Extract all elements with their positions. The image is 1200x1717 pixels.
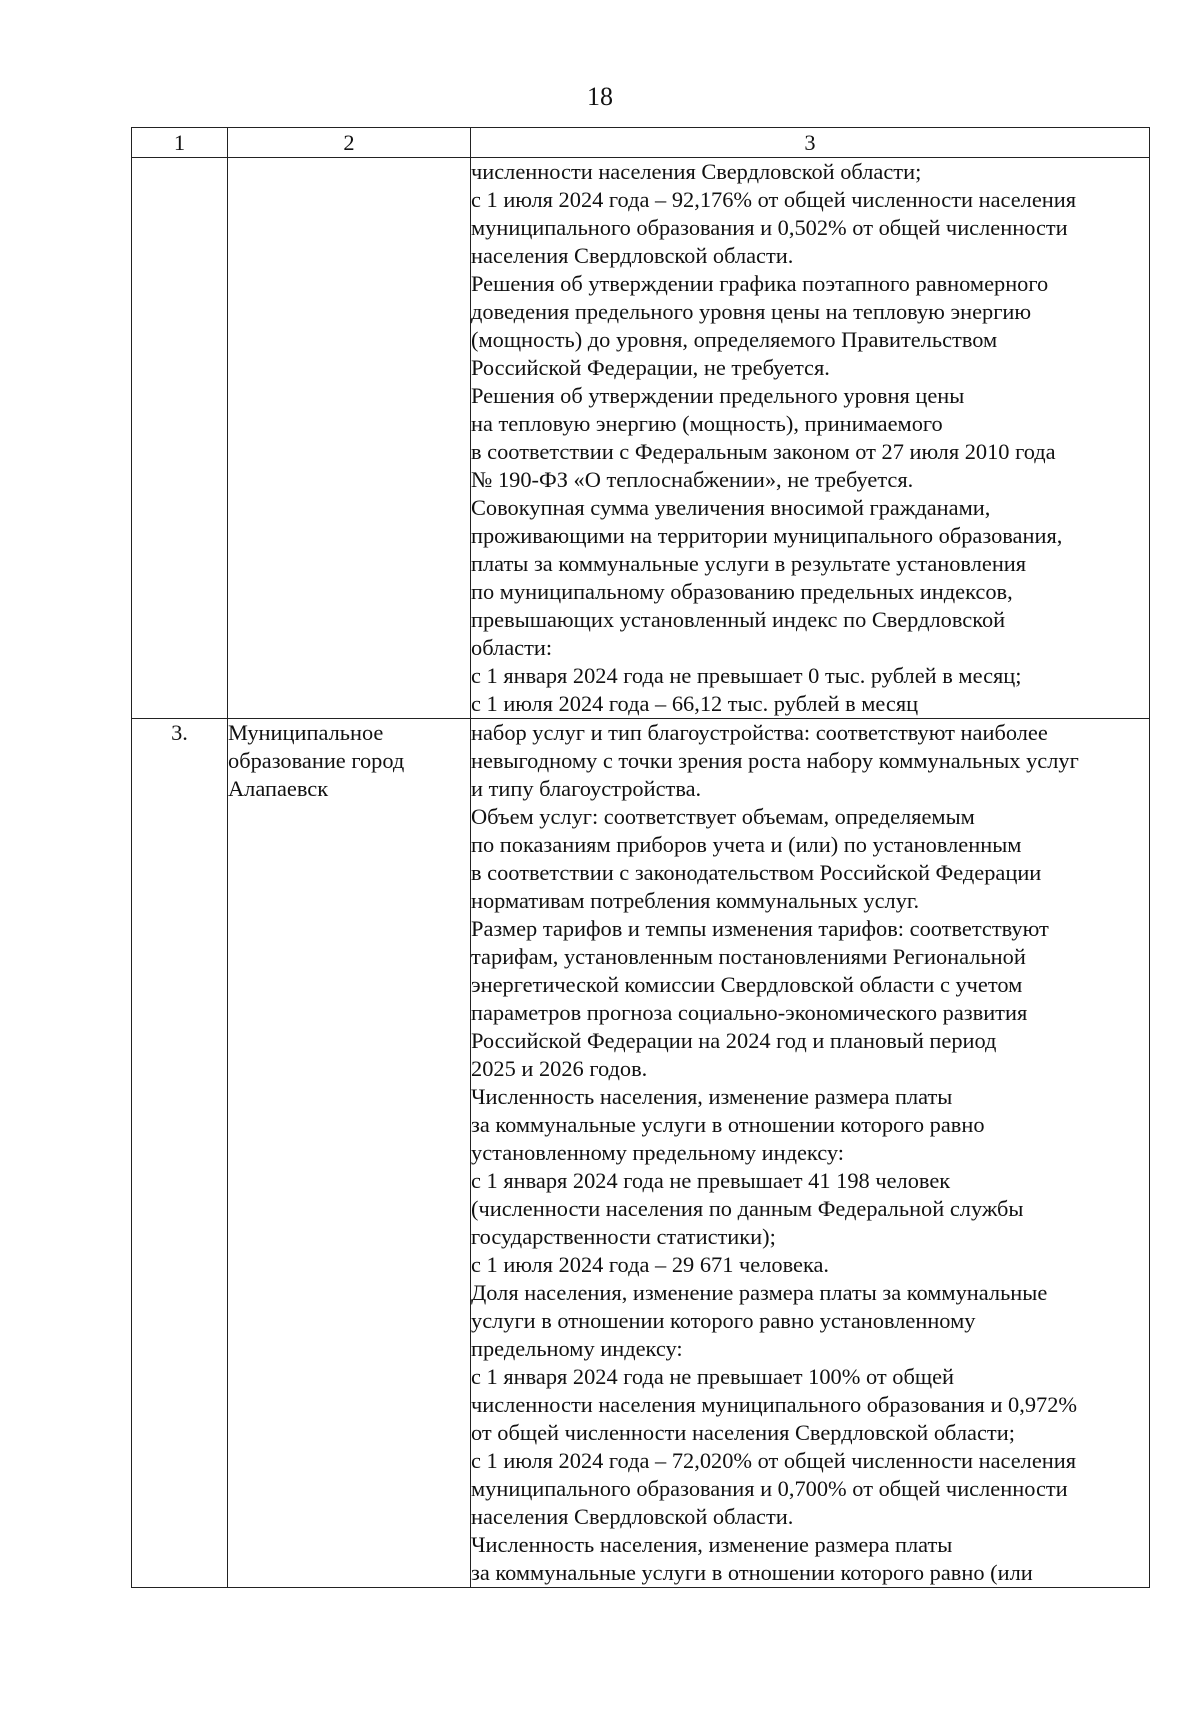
- text-line: Размер тарифов и темпы изменения тарифов: соответствуют: [471, 916, 1049, 941]
- text-line: образование город: [228, 748, 405, 773]
- table-header-row: [132, 128, 1150, 158]
- text-line: (численности населения по данным Федеральной службы: [471, 1196, 1024, 1221]
- text-line: доведения предельного уровня цены на тепловую энергию: [471, 299, 1032, 324]
- text-line: установленному предельному индексу:: [471, 1140, 845, 1165]
- text-line: на тепловую энергию (мощность), принимаемого: [471, 411, 943, 436]
- row-number: 3.: [132, 719, 228, 1588]
- text-line: предельному индексу:: [471, 1336, 683, 1361]
- row-municipality: [228, 719, 471, 1588]
- row-municipality: [228, 158, 471, 719]
- row-number: [132, 158, 228, 719]
- text-line: муниципального образования и 0,700% от общей численности: [471, 1476, 1068, 1501]
- header-col-3: 3: [471, 128, 1150, 158]
- text-line: тарифам, установленным постановлениями Региональной: [471, 944, 1026, 969]
- text-line: области:: [471, 635, 553, 660]
- text-line: набор услуг и тип благоустройства: соответствуют наиболее: [471, 720, 1048, 745]
- text-line: проживающими на территории муниципального образования,: [471, 523, 1063, 548]
- text-line: параметров прогноза социально-экономического развития: [471, 1000, 1028, 1025]
- text-line: муниципального образования и 0,502% от общей численности: [471, 215, 1068, 240]
- text-line: невыгодному с точки зрения роста набору коммунальных услуг: [471, 748, 1079, 773]
- text-line: от общей численности населения Свердловской области;: [471, 1420, 1015, 1445]
- header-col-2: 2: [228, 128, 471, 158]
- text-line: государственности статистики);: [471, 1224, 776, 1249]
- text-line: и типу благоустройства.: [471, 776, 702, 801]
- text-line: населения Свердловской области.: [471, 243, 794, 268]
- header-col-1: 1: [132, 128, 228, 158]
- text-line: с 1 января 2024 года не превышает 0 тыс. рублей в месяц;: [471, 663, 1022, 688]
- text-line: Алапаевск: [228, 776, 329, 801]
- text-line: 2025 и 2026 годов.: [471, 1056, 648, 1081]
- text-line: с 1 июля 2024 года – 92,176% от общей численности населения: [471, 187, 1077, 212]
- text-line: Совокупная сумма увеличения вносимой гражданами,: [471, 495, 991, 520]
- text-line: по муниципальному образованию предельных индексов,: [471, 579, 1013, 604]
- text-line: услуги в отношении которого равно установленному: [471, 1308, 976, 1333]
- text-line: численности населения муниципального образования и 0,972%: [471, 1392, 1078, 1417]
- text-line: в соответствии с законодательством Российской Федерации: [471, 860, 1042, 885]
- text-line: с 1 июля 2024 года – 72,020% от общей численности населения: [471, 1448, 1077, 1473]
- text-line: Российской Федерации, не требуется.: [471, 355, 830, 380]
- text-line: Объем услуг: соответствует объемам, определяемым: [471, 804, 975, 829]
- text-line: Численность населения, изменение размера платы: [471, 1532, 953, 1557]
- text-line: Численность населения, изменение размера платы: [471, 1084, 953, 1109]
- text-line: превышающих установленный индекс по Свердловской: [471, 607, 1006, 632]
- text-line: с 1 июля 2024 года – 29 671 человека.: [471, 1252, 830, 1277]
- text-line: платы за коммунальные услуги в результате установления: [471, 551, 1027, 576]
- text-line: Решения об утверждении предельного уровня цены: [471, 383, 965, 408]
- text-line: нормативам потребления коммунальных услуг.: [471, 888, 920, 913]
- text-line: по показаниям приборов учета и (или) по установленным: [471, 832, 1022, 857]
- page-number: 18: [587, 82, 613, 111]
- text-line: (мощность) до уровня, определяемого Правительством: [471, 327, 998, 352]
- text-line: за коммунальные услуги в отношении которого равно (или: [471, 1560, 1033, 1585]
- text-line: Решения об утверждении графика поэтапного равномерного: [471, 271, 1049, 296]
- text-line: с 1 января 2024 года не превышает 100% от общей: [471, 1364, 955, 1389]
- text-line: № 190-ФЗ «О теплоснабжении», не требуется.: [471, 467, 914, 492]
- text-line: населения Свердловской области.: [471, 1504, 794, 1529]
- text-line: Муниципальное: [228, 720, 384, 745]
- text-line: за коммунальные услуги в отношении которого равно: [471, 1112, 985, 1137]
- text-line: с 1 января 2024 года не превышает 41 198 человек: [471, 1168, 951, 1193]
- document-table: [131, 127, 1150, 1588]
- table-row-3: [132, 719, 1150, 1588]
- text-line: с 1 июля 2024 года – 66,12 тыс. рублей в месяц: [471, 691, 919, 716]
- text-line: численности населения Свердловской области;: [471, 159, 922, 184]
- table-row-continued: [132, 158, 1150, 719]
- row-text: [471, 158, 1150, 719]
- text-line: в соответствии с Федеральным законом от 27 июля 2010 года: [471, 439, 1056, 464]
- text-line: Доля населения, изменение размера платы за коммунальные: [471, 1280, 1048, 1305]
- text-line: энергетической комиссии Свердловской области с учетом: [471, 972, 1023, 997]
- text-line: Российской Федерации на 2024 год и плановый период: [471, 1028, 997, 1053]
- row-text: [471, 719, 1150, 1588]
